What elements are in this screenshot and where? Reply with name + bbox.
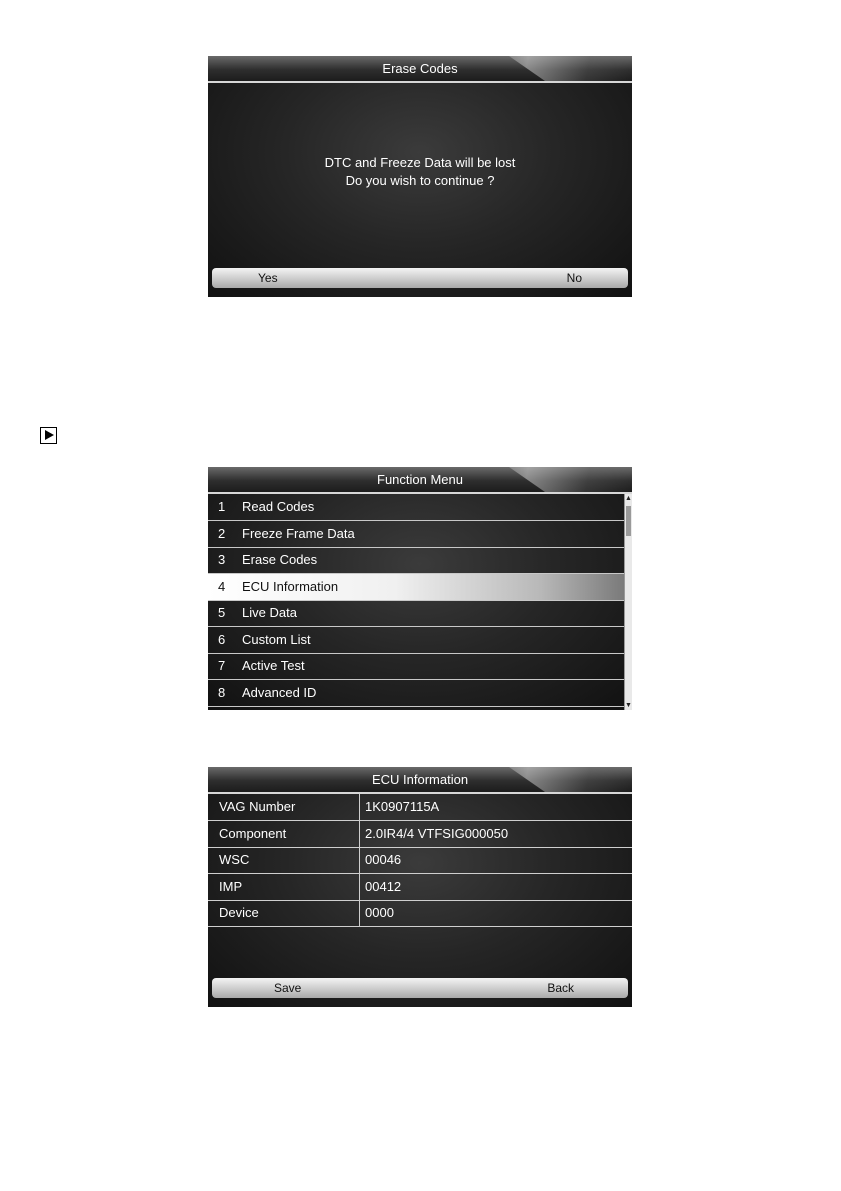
scroll-thumb[interactable]	[626, 506, 631, 536]
menu-scrollbar[interactable]	[624, 494, 632, 710]
info-key: Device	[219, 905, 259, 920]
menu-item-label: Read Codes	[242, 499, 315, 514]
menu-item-label: Active Test	[242, 658, 305, 673]
table-row	[208, 794, 632, 821]
menu-item-number: 3	[218, 552, 226, 567]
confirm-message	[208, 154, 632, 190]
info-value: 1K0907115A	[365, 799, 440, 814]
menu-item-label: Live Data	[242, 605, 297, 620]
message-line-1: DTC and Freeze Data will be lost	[324, 155, 516, 170]
menu-item-label: Custom List	[242, 631, 311, 647]
menu-item[interactable]	[208, 574, 624, 601]
info-value: 00046	[365, 852, 402, 867]
ecu-information-titlebar	[208, 767, 632, 794]
ecu-information-screen	[208, 767, 632, 1007]
menu-item[interactable]	[208, 521, 624, 548]
erase-codes-screen	[208, 56, 632, 297]
info-key: IMP	[219, 878, 243, 894]
menu-item[interactable]	[208, 680, 624, 707]
message-line-2: Do you wish to continue ?	[345, 173, 495, 188]
menu-item-number: 8	[218, 684, 226, 700]
menu-item[interactable]	[208, 547, 624, 574]
menu-item-number: 2	[218, 525, 226, 541]
menu-item-number: 5	[218, 605, 226, 620]
info-value: 2.0IR4/4 VTFSIG000050	[365, 825, 509, 841]
menu-item-label: Advanced ID	[242, 684, 317, 700]
back-button[interactable]: Back	[547, 981, 574, 995]
menu-item[interactable]	[208, 653, 624, 680]
erase-codes-titlebar	[208, 56, 632, 83]
menu-item-label: Erase Codes	[242, 552, 318, 567]
scroll-down-icon[interactable]: ▼	[625, 702, 632, 709]
function-menu-screen	[208, 467, 632, 710]
table-row	[208, 821, 632, 848]
ecu-button-bar	[212, 978, 628, 998]
page-title: Function Menu	[377, 472, 463, 487]
info-key: VAG Number	[219, 799, 296, 814]
info-value: 00412	[365, 878, 402, 894]
menu-item[interactable]	[208, 627, 624, 654]
menu-item[interactable]	[208, 494, 624, 521]
save-button[interactable]: Save	[274, 981, 302, 995]
page-title: ECU Information	[371, 772, 469, 787]
menu-item-label: ECU Information	[242, 578, 339, 594]
table-row	[208, 874, 632, 901]
menu-item-label: Freeze Frame Data	[242, 525, 355, 541]
menu-item-number: 6	[218, 631, 226, 647]
info-key: Component	[219, 825, 287, 841]
menu-item[interactable]	[208, 600, 624, 627]
yes-button[interactable]: Yes	[258, 271, 278, 285]
table-row	[208, 847, 632, 874]
info-key: WSC	[219, 852, 250, 867]
menu-item-number: 1	[218, 499, 226, 514]
table-row	[208, 900, 632, 927]
page-title: Erase Codes	[382, 61, 458, 76]
function-menu-titlebar	[208, 467, 632, 494]
erase-button-bar	[212, 268, 628, 288]
info-value: 0000	[365, 905, 394, 920]
menu-item-number: 4	[218, 578, 226, 594]
column-divider	[359, 794, 360, 927]
no-button[interactable]: No	[566, 271, 582, 285]
play-icon	[40, 427, 57, 444]
menu-item-number: 7	[218, 658, 226, 673]
scroll-up-icon[interactable]: ▲	[625, 495, 632, 502]
